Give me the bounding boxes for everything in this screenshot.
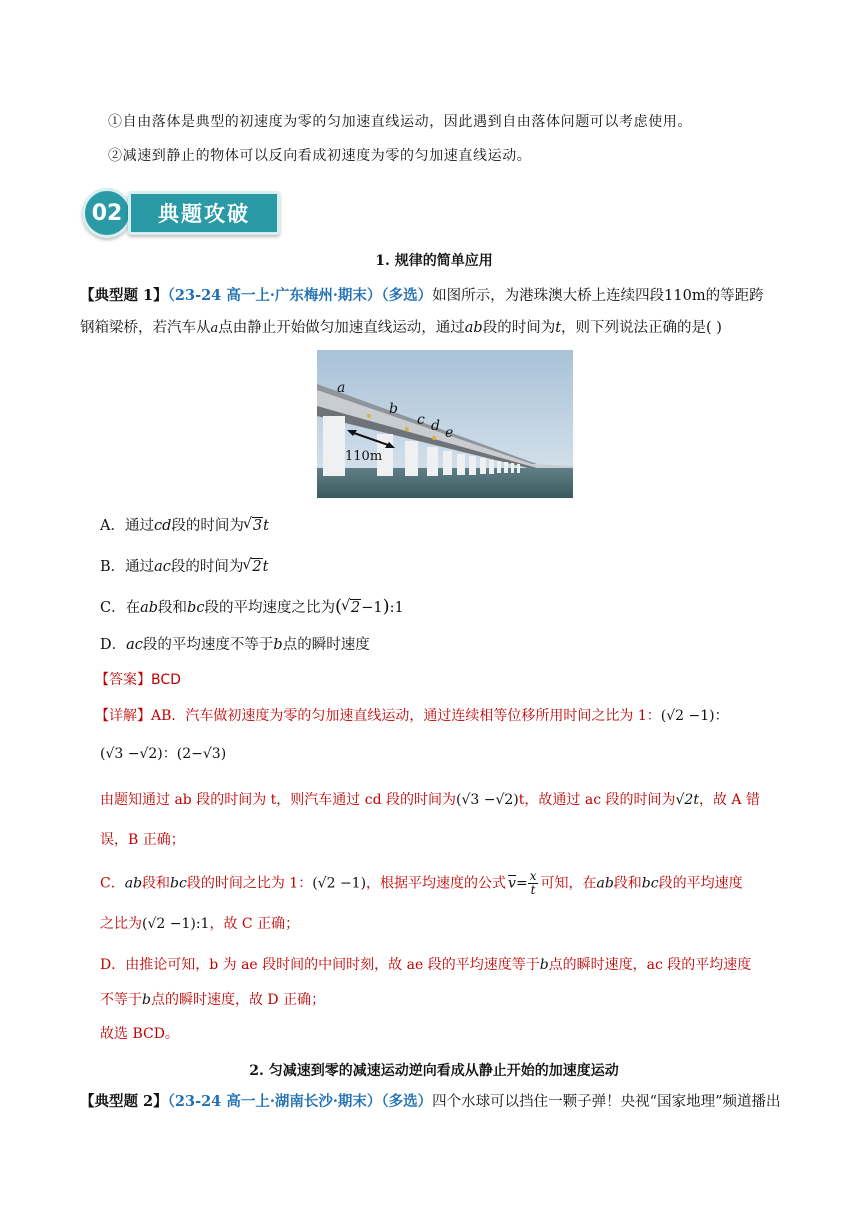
formula-lhs: $\overline{v}$: [508, 875, 516, 892]
option-d-seg: ac: [126, 637, 143, 653]
explain-line-3: [100, 790, 760, 810]
q2-tag: 【典型题 2】: [80, 1093, 168, 1110]
q1-var-ab: ab: [464, 320, 483, 336]
q1-var-t: t: [555, 320, 562, 336]
explain-l8a: 不等于: [100, 992, 142, 1008]
option-a-tail: t: [263, 518, 269, 534]
q2-source: （23-24 高一上·湖南长沙·期末）（多选）: [167, 1093, 433, 1110]
explain-l7-var: b: [539, 957, 549, 973]
explain-l3-math: (√3 −√2): [456, 792, 519, 808]
option-c-mid1: 段和: [158, 600, 188, 616]
option-c-rad: 2: [350, 600, 361, 616]
intro-line-1: ①自由落体是典型的初速度为零的匀加速直线运动，因此遇到自由落体问题可以考虑使用。: [108, 114, 692, 130]
explain-l5c: 段的时间之比为 1：: [186, 875, 313, 892]
q1-tag: 【典型题 1】: [80, 287, 168, 304]
option-b-rad: 2: [252, 559, 262, 575]
explain-l5f: 段和: [613, 875, 642, 892]
option-c-prefix: C．在: [100, 600, 141, 616]
explain-label: 【详解】: [95, 708, 151, 724]
bridge-photo: [317, 350, 573, 498]
figure-label-b: b: [389, 401, 398, 417]
figure-label-c: c: [417, 412, 425, 428]
figure-label-d: d: [431, 418, 440, 434]
explain-l3c: ，故 A 错: [698, 792, 760, 808]
explain-l6a: 之比为: [100, 916, 142, 932]
intro-line-2: ②减速到静止的物体可以反向看成初速度为零的匀加速直线运动。: [108, 148, 532, 164]
q1-source: （23-24 高一上·广东梅州·期末）（多选）: [167, 287, 433, 304]
answer-value: BCD: [151, 672, 181, 688]
explain-l5-bc: bc: [170, 875, 187, 892]
option-d: [100, 635, 370, 655]
avg-velocity-formula: $\overline{v}=$ $\frac{x}{t}$: [508, 869, 537, 897]
explain-l3-math2: √2t: [675, 792, 699, 808]
subsection-title-2: 2. 匀减速到零的减速运动逆向看成从静止开始的加速度运动: [249, 1063, 619, 1079]
explain-line-8: [100, 990, 325, 1010]
option-c-tail: −1: [361, 600, 383, 616]
bridge-illustration: [317, 350, 573, 498]
explain-l3a: 由题知通过 ab 段的时间为 t，则汽车通过 cd 段的时间为: [100, 792, 456, 808]
explain-l5d: ，根据平均速度的公式: [366, 875, 507, 892]
explain-l5-ab2: ab: [596, 875, 614, 892]
explain-line-9: 故选 BCD。: [100, 1026, 179, 1042]
option-a: [100, 516, 269, 536]
section-number-badge: 02: [82, 188, 132, 238]
explain-l1: AB．汽车做初速度为零的匀加速直线运动，通过连续相等位移所用时间之比为 1：: [151, 708, 661, 724]
explain-l5b: 段和: [142, 875, 171, 892]
q1-var-a: a: [210, 321, 219, 336]
explain-line-5: [100, 870, 743, 897]
option-c-mid2: 段的平均速度之比为: [204, 600, 335, 616]
option-b-tail: t: [262, 559, 269, 575]
option-d-tail: 点的瞬时速度: [282, 637, 370, 653]
q1-stem-b1: 钢箱梁桥，若汽车从: [80, 320, 211, 336]
option-a-prefix: A．通过: [100, 518, 154, 534]
explain-l8b: 点的瞬时速度，故 D 正确；: [150, 992, 326, 1008]
option-c-seg2: bc: [187, 600, 205, 616]
formula-den: t: [530, 883, 536, 897]
option-a-seg: cd: [153, 518, 172, 534]
q1-stem-line-2: [80, 318, 722, 339]
figure-distance-label: 110m: [345, 449, 383, 464]
explain-l6-math: (√2 −1):1: [142, 916, 210, 932]
q1-stem-b4: ，则下列说法正确的是( ): [561, 320, 722, 336]
option-a-rad: 3: [252, 518, 263, 534]
explain-line-7: [100, 955, 751, 975]
section-title-badge: 典题攻破: [128, 191, 280, 235]
q2-stem: 四个水球可以挡住一颗子弹！央视“国家地理”频道播出: [432, 1094, 781, 1110]
figure-label-a: a: [337, 380, 346, 396]
q1-stem-a: 如图所示，为港珠澳大桥上连续四段110m的等距跨: [432, 288, 764, 304]
explain-l5e: 可知，在: [540, 875, 597, 892]
figure-label-e: e: [445, 425, 454, 441]
explain-l3b: t，故通过 ac 段的时间为: [518, 792, 676, 808]
explain-l6b: ，故 C 正确；: [209, 916, 300, 932]
explain-l5-bc2: bc: [641, 875, 659, 892]
explain-l1-math: (√2 −1)：: [660, 708, 729, 724]
explain-line-1: [95, 706, 729, 726]
option-c-ratio: :1: [389, 600, 404, 616]
explain-l7a: D．由推论可知，b 为 ae 段时间的中间时刻，故 ae 段的平均速度等于: [100, 957, 540, 973]
option-b-seg: ac: [154, 559, 171, 575]
answer-line: [95, 670, 181, 690]
explain-l5-math: (√2 −1): [312, 875, 367, 892]
option-d-var: b: [273, 637, 283, 653]
explain-l5-ab: ab: [124, 875, 143, 892]
explain-line-2: (√3 −√2)：(2−√3): [100, 746, 227, 762]
q1-stem-b2: 点由静止开始做匀加速直线运动，通过: [218, 320, 465, 336]
q1-stem-line-1: [80, 286, 764, 306]
option-a-mid: 段的时间为: [171, 518, 244, 534]
explain-l5g: 段的平均速度: [658, 875, 743, 892]
subsection-title-1: 1. 规律的简单应用: [375, 253, 493, 269]
explain-line-6: [100, 914, 299, 934]
option-d-prefix: D．: [100, 637, 127, 653]
option-b-mid: 段的时间为: [170, 559, 244, 575]
explain-l7b: 点的瞬时速度，ac 段的平均速度: [548, 957, 752, 973]
option-c-seg1: ab: [140, 600, 159, 616]
option-d-mid: 段的平均速度不等于: [142, 637, 274, 653]
explain-l8-var: b: [142, 992, 151, 1008]
option-b-prefix: B．通过: [100, 559, 155, 575]
answer-label: 【答案】: [95, 672, 151, 688]
q1-stem-b3: 段的时间为: [482, 320, 556, 336]
explain-line-4: 误，B 正确；: [100, 832, 185, 848]
q2-stem-line-1: [80, 1092, 781, 1112]
option-b: [100, 557, 268, 577]
formula-num: x: [529, 869, 537, 883]
option-c: C．在ab段和bc段的平均速度之比为( √ 2−1):1: [100, 597, 404, 618]
explain-l5a: C．: [100, 875, 125, 892]
